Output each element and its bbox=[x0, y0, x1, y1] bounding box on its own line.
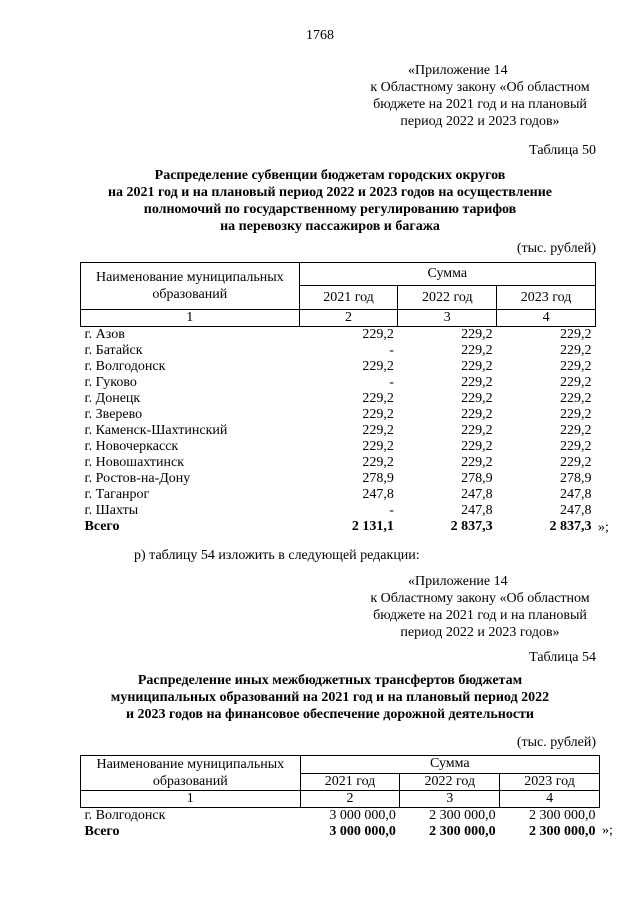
amount-cell: 2 300 000,0 bbox=[529, 808, 596, 823]
amount-cell: 229,2 bbox=[560, 343, 592, 358]
amount-cell: 229,2 bbox=[461, 343, 493, 358]
amount-cell: 229,2 bbox=[362, 407, 394, 422]
table-row bbox=[81, 471, 596, 487]
header-num: 3 bbox=[398, 310, 497, 327]
table-row bbox=[81, 407, 596, 423]
amount-cell: 229,2 bbox=[560, 359, 592, 374]
amount-cell: 229,2 bbox=[461, 327, 493, 342]
appendix-line: период 2022 и 2023 годов» bbox=[400, 625, 560, 640]
amount-cell: 2 300 000,0 bbox=[429, 808, 496, 823]
table-row bbox=[81, 439, 596, 455]
amount-cell: 229,2 bbox=[560, 455, 592, 470]
table-row bbox=[81, 359, 596, 375]
appendix-line: к Областному закону «Об областном bbox=[370, 591, 590, 606]
amount-cell: 229,2 bbox=[461, 391, 493, 406]
appendix-line: «Приложение 14 bbox=[408, 574, 508, 589]
amount-cell: 229,2 bbox=[362, 423, 394, 438]
page-number: 1768 bbox=[306, 28, 334, 43]
total-label: Всего bbox=[84, 824, 120, 839]
appendix-line: бюджете на 2021 год и на плановый bbox=[373, 97, 587, 112]
instruction-paragraph: р) таблицу 54 изложить в следующей редакции: bbox=[134, 548, 420, 563]
header-year: 2022 год bbox=[400, 773, 500, 791]
total-value: 2 300 000,0 bbox=[429, 824, 496, 839]
amount-cell: 229,2 bbox=[560, 375, 592, 390]
municipality-name: г. Волгодонск bbox=[84, 808, 166, 823]
title-line: муниципальных образований на 2021 год и на плановый период 2022 bbox=[110, 690, 550, 705]
total-value: 3 000 000,0 bbox=[329, 824, 396, 839]
header-num: 3 bbox=[400, 791, 500, 808]
municipality-name: г. Каменск-Шахтинский bbox=[84, 423, 228, 438]
amount-cell: 229,2 bbox=[560, 391, 592, 406]
header-year: 2023 год bbox=[500, 773, 600, 791]
title-line: на перевозку пассажиров и багажа bbox=[220, 219, 440, 234]
table-row bbox=[81, 808, 600, 825]
municipality-name: г. Шахты bbox=[84, 503, 139, 518]
municipality-name: г. Волгодонск bbox=[84, 359, 166, 374]
table-row bbox=[81, 327, 596, 344]
amount-cell: - bbox=[389, 503, 394, 518]
municipality-name: г. Донецк bbox=[84, 391, 141, 406]
header-num: 4 bbox=[497, 310, 596, 327]
municipality-name: г. Новошахтинск bbox=[84, 455, 185, 470]
municipality-name: г. Азов bbox=[84, 327, 125, 342]
header-year: 2021 год bbox=[299, 286, 398, 310]
amount-cell: 229,2 bbox=[362, 455, 394, 470]
amount-cell: 229,2 bbox=[461, 407, 493, 422]
amount-cell: 278,9 bbox=[362, 471, 394, 486]
amount-cell: 278,9 bbox=[461, 471, 493, 486]
total-value: 2 131,1 bbox=[351, 519, 394, 534]
amount-cell: 247,8 bbox=[461, 503, 493, 518]
header-sum: Сумма bbox=[299, 263, 595, 286]
amount-cell: 229,2 bbox=[461, 423, 493, 438]
appendix-line: «Приложение 14 bbox=[408, 63, 508, 78]
header-year: 2022 год bbox=[398, 286, 497, 310]
subvention-table bbox=[80, 262, 596, 535]
appendix-line: период 2022 и 2023 годов» bbox=[400, 114, 560, 129]
units-label: (тыс. рублей) bbox=[516, 735, 596, 750]
appendix-note-2 bbox=[340, 573, 620, 641]
total-label: Всего bbox=[84, 519, 120, 534]
amount-cell: 247,8 bbox=[560, 487, 592, 502]
header-num: 4 bbox=[500, 791, 600, 808]
total-value: 2 837,3 bbox=[549, 519, 592, 534]
header-year: 2023 год bbox=[497, 286, 596, 310]
title-line: на 2021 год и на плановый период 2022 и 2023 годов на осуществление bbox=[107, 185, 553, 200]
amount-cell: - bbox=[389, 343, 394, 358]
amount-cell: 229,2 bbox=[560, 327, 592, 342]
amount-cell: 229,2 bbox=[461, 455, 493, 470]
municipality-name: г. Батайск bbox=[84, 343, 143, 358]
amount-cell: - bbox=[389, 375, 394, 390]
amount-cell: 229,2 bbox=[461, 439, 493, 454]
header-num: 2 bbox=[300, 791, 400, 808]
amount-cell: 229,2 bbox=[560, 439, 592, 454]
table-row bbox=[81, 375, 596, 391]
table-row bbox=[81, 423, 596, 439]
amount-cell: 229,2 bbox=[362, 391, 394, 406]
appendix-line: бюджете на 2021 год и на плановый bbox=[373, 608, 587, 623]
amount-cell: 3 000 000,0 bbox=[329, 808, 396, 823]
closing-quote: »; bbox=[598, 520, 609, 535]
table-number-54: Таблица 54 bbox=[529, 650, 596, 665]
municipality-name: г. Ростов-на-Дону bbox=[84, 471, 191, 486]
header-name: Наименование муниципальных образований bbox=[81, 756, 301, 791]
amount-cell: 229,2 bbox=[461, 375, 493, 390]
table-title-50 bbox=[60, 167, 600, 235]
municipality-name: г. Гуково bbox=[84, 375, 137, 390]
title-line: Распределение субвенции бюджетам городских округов bbox=[154, 168, 506, 183]
title-line: полномочий по государственному регулированию тарифов bbox=[143, 202, 517, 217]
municipality-name: г. Зверево bbox=[84, 407, 143, 422]
table-row bbox=[81, 455, 596, 471]
amount-cell: 229,2 bbox=[461, 359, 493, 374]
title-line: и 2023 годов на финансовое обеспечение дорожной деятельности bbox=[125, 707, 534, 722]
table-number-50: Таблица 50 bbox=[529, 143, 596, 158]
header-num: 2 bbox=[299, 310, 398, 327]
header-num: 1 bbox=[81, 310, 300, 327]
header-num: 1 bbox=[81, 791, 301, 808]
amount-cell: 247,8 bbox=[461, 487, 493, 502]
title-line: Распределение иных межбюджетных трансфертов бюджетам bbox=[137, 673, 523, 688]
header-name: Наименование муниципальных образований bbox=[81, 263, 300, 310]
units-label: (тыс. рублей) bbox=[516, 241, 596, 256]
table-title-54 bbox=[60, 672, 600, 723]
amount-cell: 247,8 bbox=[362, 487, 394, 502]
municipality-name: г. Таганрог bbox=[84, 487, 150, 502]
table-row bbox=[81, 503, 596, 519]
amount-cell: 229,2 bbox=[362, 327, 394, 342]
table-row bbox=[81, 487, 596, 503]
header-sum: Сумма bbox=[300, 756, 599, 774]
table-row bbox=[81, 343, 596, 359]
appendix-note-1 bbox=[340, 62, 620, 130]
amount-cell: 229,2 bbox=[362, 439, 394, 454]
amount-cell: 229,2 bbox=[362, 359, 394, 374]
amount-cell: 278,9 bbox=[560, 471, 592, 486]
amount-cell: 247,8 bbox=[560, 503, 592, 518]
header-year: 2021 год bbox=[300, 773, 400, 791]
amount-cell: 229,2 bbox=[560, 407, 592, 422]
amount-cell: 229,2 bbox=[560, 423, 592, 438]
transfers-table bbox=[80, 755, 600, 840]
total-value: 2 837,3 bbox=[450, 519, 493, 534]
closing-quote: »; bbox=[602, 823, 613, 838]
total-value: 2 300 000,0 bbox=[529, 824, 596, 839]
table-row bbox=[81, 391, 596, 407]
appendix-line: к Областному закону «Об областном bbox=[370, 80, 590, 95]
municipality-name: г. Новочеркасск bbox=[84, 439, 179, 454]
